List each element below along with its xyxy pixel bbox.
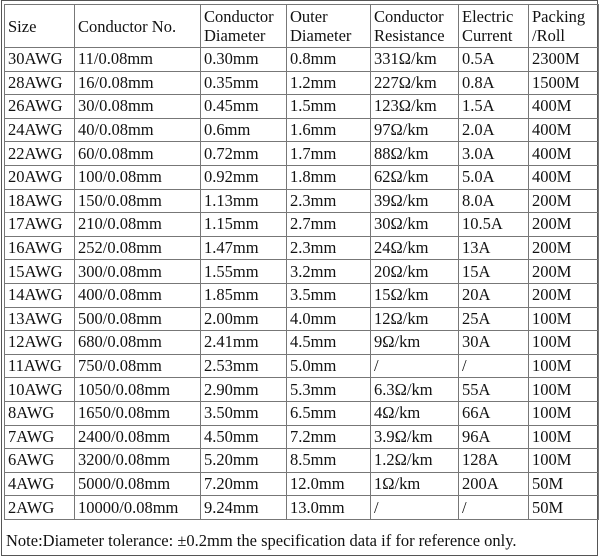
outer-diameter-cell: 1.6mm (287, 118, 371, 142)
size-cell: 15AWG (5, 260, 75, 284)
conductor-diameter-cell: 1.55mm (201, 260, 287, 284)
conductor-resistance-cell: 24Ω/km (371, 236, 459, 260)
conductor-resistance-cell: 4Ω/km (371, 401, 459, 425)
table-row (5, 496, 599, 520)
outer-diameter-cell: 2.3mm (287, 236, 371, 260)
electric-current-cell: 128A (459, 449, 529, 473)
conductor-no-cell: 1050/0.08mm (75, 378, 201, 402)
table-row (5, 331, 599, 355)
header-electric-current-line2: Current (462, 26, 513, 45)
conductor-diameter-cell: 0.30mm (201, 48, 287, 72)
electric-current-cell: 1.5A (459, 95, 529, 119)
size-cell: 16AWG (5, 236, 75, 260)
conductor-no-cell: 5000/0.08mm (75, 472, 201, 496)
conductor-no-cell: 500/0.08mm (75, 307, 201, 331)
packing-cell: 200M (529, 213, 599, 237)
outer-diameter-cell: 5.0mm (287, 354, 371, 378)
outer-diameter-cell: 6.5mm (287, 401, 371, 425)
outer-diameter-cell: 1.2mm (287, 71, 371, 95)
packing-cell: 100M (529, 354, 599, 378)
size-cell: 14AWG (5, 283, 75, 307)
conductor-diameter-cell: 7.20mm (201, 472, 287, 496)
outer-diameter-cell: 4.5mm (287, 331, 371, 355)
electric-current-cell: 200A (459, 472, 529, 496)
packing-cell: 50M (529, 472, 599, 496)
conductor-no-cell: 3200/0.08mm (75, 449, 201, 473)
header-electric-current (459, 5, 529, 48)
conductor-resistance-cell: 9Ω/km (371, 331, 459, 355)
header-conductor-resistance-line1: Conductor (374, 7, 444, 26)
conductor-diameter-cell: 0.92mm (201, 165, 287, 189)
header-conductor-resistance-line2: Resistance (374, 26, 445, 45)
outer-diameter-cell: 2.3mm (287, 189, 371, 213)
size-cell: 6AWG (5, 449, 75, 473)
conductor-no-cell: 680/0.08mm (75, 331, 201, 355)
spec-sheet (1, 0, 598, 556)
size-cell: 12AWG (5, 331, 75, 355)
packing-cell: 1500M (529, 71, 599, 95)
header-outer-diameter (287, 5, 371, 48)
size-cell: 10AWG (5, 378, 75, 402)
conductor-no-cell: 30/0.08mm (75, 95, 201, 119)
packing-cell: 100M (529, 401, 599, 425)
electric-current-cell: 66A (459, 401, 529, 425)
conductor-no-cell: 40/0.08mm (75, 118, 201, 142)
conductor-diameter-cell: 1.85mm (201, 283, 287, 307)
electric-current-cell: / (459, 496, 529, 520)
electric-current-cell: 5.0A (459, 165, 529, 189)
table-body (5, 48, 599, 520)
conductor-no-cell: 2400/0.08mm (75, 425, 201, 449)
conductor-diameter-cell: 1.47mm (201, 236, 287, 260)
outer-diameter-cell: 13.0mm (287, 496, 371, 520)
electric-current-cell: 8.0A (459, 189, 529, 213)
outer-diameter-cell: 3.5mm (287, 283, 371, 307)
size-cell: 30AWG (5, 48, 75, 72)
conductor-resistance-cell: 6.3Ω/km (371, 378, 459, 402)
conductor-diameter-cell: 0.72mm (201, 142, 287, 166)
electric-current-cell: 13A (459, 236, 529, 260)
table-row (5, 401, 599, 425)
size-cell: 24AWG (5, 118, 75, 142)
conductor-resistance-cell: 30Ω/km (371, 213, 459, 237)
size-cell: 4AWG (5, 472, 75, 496)
header-packing-roll-line2: /Roll (532, 26, 566, 45)
packing-cell: 200M (529, 236, 599, 260)
conductor-no-cell: 1650/0.08mm (75, 401, 201, 425)
packing-cell: 400M (529, 118, 599, 142)
conductor-diameter-cell: 0.45mm (201, 95, 287, 119)
conductor-no-cell: 300/0.08mm (75, 260, 201, 284)
electric-current-cell: 2.0A (459, 118, 529, 142)
size-cell: 7AWG (5, 425, 75, 449)
header-packing-roll-line1: Packing (532, 7, 586, 26)
table-row (5, 48, 599, 72)
conductor-resistance-cell: 62Ω/km (371, 165, 459, 189)
header-conductor-no: Conductor No. (75, 5, 201, 48)
outer-diameter-cell: 2.7mm (287, 213, 371, 237)
conductor-no-cell: 100/0.08mm (75, 165, 201, 189)
packing-cell: 2300M (529, 48, 599, 72)
conductor-no-cell: 252/0.08mm (75, 236, 201, 260)
conductor-resistance-cell: 1.2Ω/km (371, 449, 459, 473)
size-cell: 8AWG (5, 401, 75, 425)
conductor-diameter-cell: 1.15mm (201, 213, 287, 237)
header-outer-diameter-line2: Diameter (290, 26, 352, 45)
packing-cell: 200M (529, 260, 599, 284)
conductor-no-cell: 210/0.08mm (75, 213, 201, 237)
table-row (5, 472, 599, 496)
header-packing-roll (529, 5, 599, 48)
table-header-row (5, 5, 599, 48)
electric-current-cell: 15A (459, 260, 529, 284)
header-conductor-diameter (201, 5, 287, 48)
table-row (5, 236, 599, 260)
header-conductor-diameter-line1: Conductor (204, 7, 274, 26)
outer-diameter-cell: 5.3mm (287, 378, 371, 402)
tolerance-note: Note:Diameter tolerance: ±0.2mm the specification data if for reference only. (6, 531, 517, 550)
size-cell: 18AWG (5, 189, 75, 213)
outer-diameter-cell: 0.8mm (287, 48, 371, 72)
header-electric-current-line1: Electric (462, 7, 514, 26)
packing-cell: 50M (529, 496, 599, 520)
conductor-resistance-cell: 20Ω/km (371, 260, 459, 284)
outer-diameter-cell: 1.7mm (287, 142, 371, 166)
electric-current-cell: 30A (459, 331, 529, 355)
header-conductor-diameter-line2: Diameter (204, 26, 266, 45)
table-row (5, 189, 599, 213)
packing-cell: 100M (529, 449, 599, 473)
conductor-diameter-cell: 2.90mm (201, 378, 287, 402)
electric-current-cell: 10.5A (459, 213, 529, 237)
size-cell: 11AWG (5, 354, 75, 378)
conductor-no-cell: 400/0.08mm (75, 283, 201, 307)
conductor-resistance-cell: 39Ω/km (371, 189, 459, 213)
outer-diameter-cell: 7.2mm (287, 425, 371, 449)
table-row (5, 283, 599, 307)
packing-cell: 100M (529, 425, 599, 449)
outer-diameter-cell: 1.5mm (287, 95, 371, 119)
conductor-diameter-cell: 3.50mm (201, 401, 287, 425)
table-row (5, 142, 599, 166)
size-cell: 26AWG (5, 95, 75, 119)
size-cell: 13AWG (5, 307, 75, 331)
packing-cell: 200M (529, 283, 599, 307)
size-cell: 20AWG (5, 165, 75, 189)
conductor-no-cell: 150/0.08mm (75, 189, 201, 213)
outer-diameter-cell: 3.2mm (287, 260, 371, 284)
conductor-diameter-cell: 5.20mm (201, 449, 287, 473)
conductor-resistance-cell: 1Ω/km (371, 472, 459, 496)
packing-cell: 100M (529, 378, 599, 402)
conductor-diameter-cell: 4.50mm (201, 425, 287, 449)
outer-diameter-cell: 4.0mm (287, 307, 371, 331)
outer-diameter-cell: 12.0mm (287, 472, 371, 496)
conductor-no-cell: 10000/0.08mm (75, 496, 201, 520)
conductor-resistance-cell: 227Ω/km (371, 71, 459, 95)
electric-current-cell: 20A (459, 283, 529, 307)
conductor-diameter-cell: 2.41mm (201, 331, 287, 355)
conductor-resistance-cell: / (371, 354, 459, 378)
table-row (5, 449, 599, 473)
header-conductor-resistance (371, 5, 459, 48)
conductor-resistance-cell: 3.9Ω/km (371, 425, 459, 449)
electric-current-cell: 55A (459, 378, 529, 402)
table-row (5, 118, 599, 142)
packing-cell: 100M (529, 331, 599, 355)
table-row (5, 260, 599, 284)
packing-cell: 400M (529, 165, 599, 189)
table-row (5, 354, 599, 378)
size-cell: 17AWG (5, 213, 75, 237)
packing-cell: 400M (529, 95, 599, 119)
wire-spec-table (4, 4, 599, 520)
packing-cell: 400M (529, 142, 599, 166)
size-cell: 28AWG (5, 71, 75, 95)
table-row (5, 213, 599, 237)
conductor-diameter-cell: 2.00mm (201, 307, 287, 331)
table-row (5, 95, 599, 119)
table-row (5, 165, 599, 189)
packing-cell: 100M (529, 307, 599, 331)
conductor-resistance-cell: 15Ω/km (371, 283, 459, 307)
table-row (5, 378, 599, 402)
outer-diameter-cell: 1.8mm (287, 165, 371, 189)
conductor-resistance-cell: 88Ω/km (371, 142, 459, 166)
conductor-diameter-cell: 2.53mm (201, 354, 287, 378)
conductor-resistance-cell: 123Ω/km (371, 95, 459, 119)
electric-current-cell: 96A (459, 425, 529, 449)
conductor-resistance-cell: 97Ω/km (371, 118, 459, 142)
electric-current-cell: 3.0A (459, 142, 529, 166)
conductor-resistance-cell: 12Ω/km (371, 307, 459, 331)
size-cell: 22AWG (5, 142, 75, 166)
table-row (5, 71, 599, 95)
conductor-no-cell: 16/0.08mm (75, 71, 201, 95)
size-cell: 2AWG (5, 496, 75, 520)
conductor-no-cell: 11/0.08mm (75, 48, 201, 72)
electric-current-cell: / (459, 354, 529, 378)
conductor-no-cell: 750/0.08mm (75, 354, 201, 378)
electric-current-cell: 25A (459, 307, 529, 331)
conductor-diameter-cell: 9.24mm (201, 496, 287, 520)
electric-current-cell: 0.5A (459, 48, 529, 72)
packing-cell: 200M (529, 189, 599, 213)
conductor-resistance-cell: / (371, 496, 459, 520)
electric-current-cell: 0.8A (459, 71, 529, 95)
outer-diameter-cell: 8.5mm (287, 449, 371, 473)
conductor-no-cell: 60/0.08mm (75, 142, 201, 166)
table-row (5, 307, 599, 331)
conductor-diameter-cell: 1.13mm (201, 189, 287, 213)
conductor-diameter-cell: 0.6mm (201, 118, 287, 142)
conductor-diameter-cell: 0.35mm (201, 71, 287, 95)
table-row (5, 425, 599, 449)
conductor-resistance-cell: 331Ω/km (371, 48, 459, 72)
header-size: Size (5, 5, 75, 48)
header-outer-diameter-line1: Outer (290, 7, 328, 26)
